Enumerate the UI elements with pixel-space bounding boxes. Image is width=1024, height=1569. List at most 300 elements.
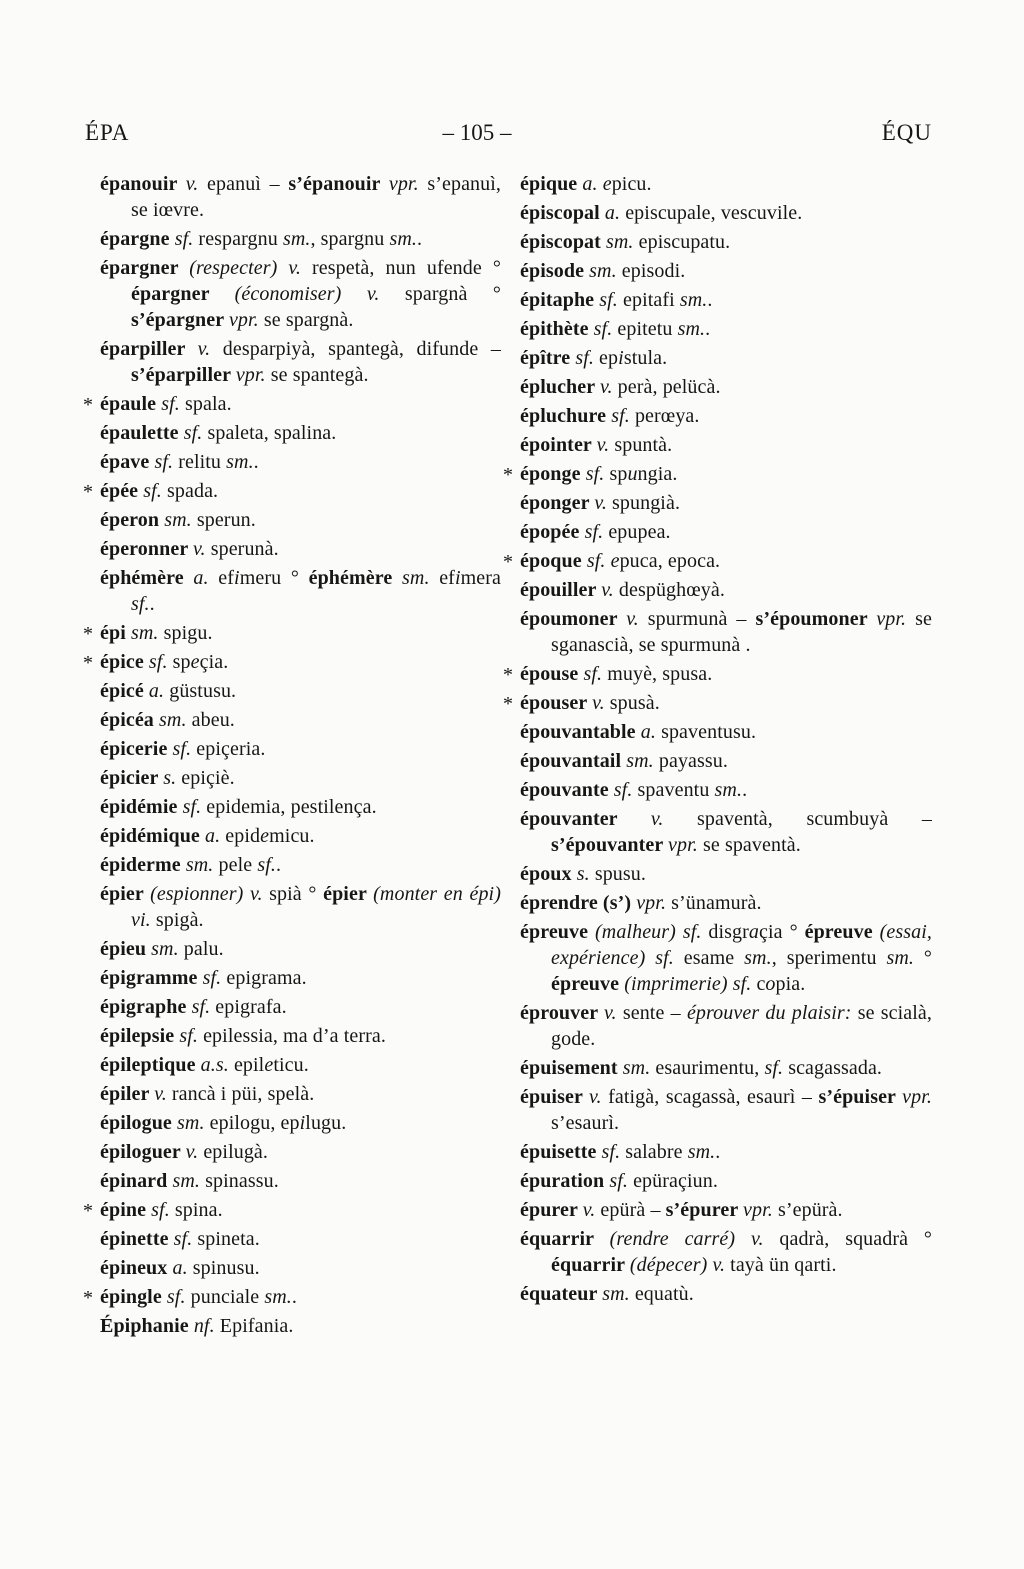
- headword: éphémère: [100, 567, 194, 589]
- italic-label: a.: [148, 680, 165, 702]
- translation-text: spaventu: [632, 779, 715, 801]
- headword: épisode: [520, 260, 590, 282]
- headword: épopée: [520, 521, 585, 543]
- italic-label: sf.: [174, 228, 194, 250]
- translation-text: .: [291, 1286, 297, 1308]
- translation-text: .: [715, 1141, 721, 1163]
- italic-label: e: [264, 1054, 274, 1076]
- italic-label: sm.: [679, 289, 708, 311]
- italic-label: (malheur) sf.: [595, 921, 702, 943]
- italic-label: vpr.: [388, 173, 419, 195]
- italic-label: sm.: [159, 709, 187, 731]
- translation-text: episodi.: [616, 260, 686, 282]
- headword: épaule: [100, 393, 162, 415]
- dictionary-entry: [100, 994, 501, 1020]
- translation-text: epupea.: [603, 521, 671, 543]
- dictionary-entry: [83, 620, 501, 646]
- translation-text: , sperimentu: [771, 947, 887, 969]
- italic-label: v.: [604, 1002, 617, 1024]
- translation-text: ef: [208, 567, 235, 589]
- translation-text: scagassada.: [783, 1057, 883, 1079]
- italic-label: (dépecer) v.: [629, 1254, 726, 1276]
- headword: épigramme: [100, 967, 203, 989]
- italic-label: vpr.: [668, 834, 698, 856]
- headword: éponger: [520, 492, 595, 514]
- headword: équateur: [520, 1283, 603, 1305]
- italic-label: sm.: [226, 451, 254, 473]
- dictionary-entry: [520, 606, 932, 658]
- translation-text: güstusu.: [164, 680, 237, 702]
- italic-label: sf.: [585, 463, 605, 485]
- italic-label: sf.: [593, 318, 613, 340]
- translation-text: muyè, spusa.: [602, 663, 713, 685]
- translation-text: stula.: [623, 347, 668, 369]
- translation-text: disgr: [701, 921, 749, 943]
- headword: éprouver: [520, 1002, 605, 1024]
- headword: épique: [520, 173, 583, 195]
- italic-label: v.: [599, 376, 613, 398]
- dictionary-entry: [520, 748, 932, 774]
- italic-label: sf.: [575, 347, 594, 369]
- dictionary-entry: [100, 1052, 501, 1078]
- italic-label: v.: [193, 538, 206, 560]
- headword: épineux: [100, 1257, 173, 1279]
- headword: épieu: [100, 938, 152, 960]
- headword: équarrir: [551, 1254, 630, 1276]
- headword: épier: [100, 883, 151, 905]
- headword: épouvantail: [520, 750, 627, 772]
- italic-label: (économiser) v.: [234, 283, 380, 305]
- headword: époumoner: [520, 608, 627, 630]
- translation-text: micu.: [269, 825, 315, 847]
- italic-label: a.: [205, 825, 221, 847]
- italic-label: e: [260, 825, 270, 847]
- italic-label: s.: [163, 767, 177, 789]
- page-number: – 105 –: [442, 120, 512, 145]
- translation-text: çia.: [199, 651, 229, 673]
- italic-label: i: [454, 567, 461, 589]
- headword: épaulette: [100, 422, 184, 444]
- star-marker: *: [83, 623, 94, 645]
- translation-text: epitafi: [617, 289, 680, 311]
- italic-label: v.: [185, 1141, 199, 1163]
- headword: épreuve: [551, 973, 625, 995]
- dictionary-entry: [100, 1139, 501, 1165]
- italic-label: vpr.: [902, 1086, 932, 1108]
- dictionary-entry: [100, 881, 501, 933]
- translation-text: spinassu.: [200, 1170, 279, 1192]
- translation-text: epilogu, ep: [204, 1112, 300, 1134]
- translation-text: .: [275, 854, 282, 876]
- translation-text: se sganascià, se spurmunà .: [551, 608, 932, 656]
- italic-label: a: [748, 921, 760, 943]
- italic-label: v.: [601, 579, 614, 601]
- translation-text: Epifania.: [214, 1315, 294, 1337]
- translation-text: meru °: [239, 567, 309, 589]
- translation-text: epigrama.: [221, 967, 307, 989]
- dictionary-entry: [83, 649, 501, 675]
- headword: épouse: [520, 663, 584, 685]
- headword: épuration: [520, 1170, 610, 1192]
- italic-label: sf.: [151, 1199, 170, 1221]
- headword: épier: [323, 883, 374, 905]
- translation-text: epigrafa.: [210, 996, 287, 1018]
- translation-text: spaventà, scumbuyà –: [663, 808, 932, 830]
- translation-text: sente –: [616, 1002, 687, 1024]
- star-marker: *: [83, 1287, 94, 1309]
- translation-text: epiçiè.: [176, 767, 235, 789]
- dictionary-entry: [520, 1055, 932, 1081]
- translation-text: sperunà.: [205, 538, 279, 560]
- headword: s’épouvanter: [551, 834, 669, 856]
- translation-text: .: [253, 451, 259, 473]
- translation-text: respargnu: [193, 228, 283, 250]
- headword: épi: [100, 622, 131, 644]
- translation-text: s’epürà.: [772, 1199, 843, 1221]
- translation-text: s’epanuì, se iœvre.: [131, 173, 502, 221]
- italic-label: sf.: [584, 521, 604, 543]
- italic-label: i: [234, 567, 240, 589]
- translation-text: s’esaurì.: [551, 1112, 620, 1134]
- italic-label: sf.: [131, 593, 150, 615]
- headword: épiscopat: [520, 231, 606, 253]
- translation-text: punciale: [185, 1286, 265, 1308]
- headword: épuiser: [520, 1086, 590, 1108]
- italic-label: sf.: [257, 854, 276, 876]
- italic-label: sf.: [179, 1025, 198, 1047]
- italic-label: u: [627, 463, 638, 485]
- translation-text: ngia.: [637, 463, 678, 485]
- dictionary-entry: [100, 1168, 501, 1194]
- headword: épître: [520, 347, 576, 369]
- star-marker: *: [503, 693, 514, 715]
- dictionary-entry: [100, 449, 501, 475]
- translation-text: episcupatu.: [633, 231, 731, 253]
- italic-label: v.: [596, 434, 610, 456]
- headword: épargner: [100, 257, 190, 279]
- translation-text: spià °: [262, 883, 324, 905]
- headword: s’épuiser: [818, 1086, 903, 1108]
- italic-label: sm.: [714, 779, 743, 801]
- italic-label: sf.: [172, 738, 192, 760]
- dictionary-entry: [520, 345, 932, 371]
- headword: épitaphe: [520, 289, 600, 311]
- translation-text: spusu.: [589, 863, 646, 885]
- dictionary-entry: [520, 287, 932, 313]
- dictionary-entry: [520, 200, 932, 226]
- headword: épice: [100, 651, 149, 673]
- italic-label: vpr.: [235, 364, 266, 386]
- dictionary-entry: [100, 736, 501, 762]
- dictionary-entry: [100, 171, 501, 223]
- italic-label: v.: [582, 1199, 596, 1221]
- dictionary-entry: [100, 707, 501, 733]
- headword: épinard: [100, 1170, 173, 1192]
- dictionary-entry: [100, 1110, 501, 1136]
- translation-text: esame: [673, 947, 745, 969]
- translation-text: , spargnu: [310, 228, 390, 250]
- dictionary-entry: [503, 461, 932, 487]
- headword: s’épanouir: [288, 173, 389, 195]
- italic-label: sm.: [622, 1057, 651, 1079]
- translation-text: perà, pelücà.: [612, 376, 721, 398]
- dictionary-entry: [100, 255, 501, 333]
- headword: épluchure: [520, 405, 612, 427]
- star-marker: *: [83, 481, 94, 503]
- guideword-left: ÉPA: [85, 120, 130, 145]
- page-header: [0, 120, 1024, 150]
- italic-label: sf.: [143, 480, 162, 502]
- headword: épicerie: [100, 738, 173, 760]
- translation-text: se spantegà.: [265, 364, 369, 386]
- translation-text: spada.: [161, 480, 219, 502]
- headword: éprendre (s’): [520, 892, 637, 914]
- translation-text: respetà, nun ufende °: [300, 257, 501, 279]
- dictionary-entry: [83, 1197, 501, 1223]
- italic-label: sf.: [166, 1286, 186, 1308]
- translation-text: salabre: [620, 1141, 688, 1163]
- headword: épingle: [100, 1286, 167, 1308]
- translation-text: lugu.: [305, 1112, 347, 1134]
- dictionary-entry: [100, 794, 501, 820]
- translation-text: .: [416, 228, 423, 250]
- headword: épicé: [100, 680, 149, 702]
- headword: épicéa: [100, 709, 160, 731]
- italic-label: sf.: [154, 451, 174, 473]
- headword: épreuve: [520, 921, 596, 943]
- italic-label: v.: [154, 1083, 167, 1105]
- translation-text: pele: [213, 854, 258, 876]
- dictionary-entry: [520, 890, 932, 916]
- dictionary-entry: [520, 806, 932, 858]
- dictionary-entry: [100, 507, 501, 533]
- italic-label: vpr.: [876, 608, 907, 630]
- translation-text: .: [742, 779, 748, 801]
- italic-label: sf.: [173, 1228, 193, 1250]
- headword: éperonner: [100, 538, 194, 560]
- translation-text: spungià.: [606, 492, 681, 514]
- headword: épargne: [100, 228, 175, 250]
- italic-label: v.: [650, 808, 664, 830]
- translation-text: spaventusu.: [655, 721, 757, 743]
- headword: épouser: [520, 692, 593, 714]
- dictionary-entry: [503, 661, 932, 687]
- translation-text: episcupale, vescuvile.: [620, 202, 803, 224]
- translation-text: pia.: [775, 973, 806, 995]
- translation-text: rancà i püi, spelà.: [166, 1083, 315, 1105]
- translation-text: esaurimentu,: [650, 1057, 765, 1079]
- dictionary-entry: [520, 919, 932, 997]
- translation-text: c: [751, 973, 766, 995]
- italic-label: sf.: [191, 996, 211, 1018]
- italic-label: s.: [576, 863, 590, 885]
- star-marker: *: [83, 1200, 94, 1222]
- italic-label: sf.: [613, 779, 633, 801]
- italic-label: sm.: [172, 1170, 201, 1192]
- dictionary-entry: [520, 171, 932, 197]
- dictionary-entry: [520, 1168, 932, 1194]
- column-left: [83, 171, 502, 1339]
- italic-label: sf.: [611, 405, 630, 427]
- translation-text: relitu: [173, 451, 227, 473]
- dictionary-entry: [520, 577, 932, 603]
- translation-text: epitetu: [612, 318, 678, 340]
- italic-label: v.: [592, 692, 605, 714]
- italic-label: v.: [197, 338, 211, 360]
- italic-label: sm.: [389, 228, 417, 250]
- italic-label: sf.: [583, 663, 603, 685]
- dictionary-entry: [100, 1023, 501, 1049]
- italic-label: sf.: [599, 289, 618, 311]
- translation-text: se spargnà.: [258, 309, 354, 331]
- dictionary-entry: [83, 391, 501, 417]
- italic-label: sf.: [586, 550, 606, 572]
- italic-label: sm.: [164, 509, 192, 531]
- italic-label: a.: [582, 173, 598, 195]
- translation-text: spurmunà –: [638, 608, 756, 630]
- translation-text: se spaventà.: [697, 834, 801, 856]
- star-marker: *: [83, 394, 94, 416]
- dictionary-entry: [520, 316, 932, 342]
- translation-text: epid: [220, 825, 261, 847]
- italic-label: sf.: [601, 1141, 621, 1163]
- translation-text: fatigà, scagassà, esaurì –: [601, 1086, 819, 1108]
- translation-text: epiçeria.: [191, 738, 266, 760]
- headword: épouvante: [520, 779, 614, 801]
- translation-text: spargnà °: [379, 283, 501, 305]
- italic-label: sm.: [151, 938, 179, 960]
- headword: s’épurer: [665, 1199, 744, 1221]
- headword: épiscopal: [520, 202, 605, 224]
- star-marker: *: [503, 664, 514, 686]
- star-marker: *: [83, 652, 94, 674]
- dictionary-entry: [520, 719, 932, 745]
- dictionary-entry: [100, 678, 501, 704]
- italic-label: vpr.: [743, 1199, 773, 1221]
- italic-label: éprouver du plaisir:: [686, 1002, 852, 1024]
- headword: épiler: [100, 1083, 155, 1105]
- italic-label: sm.: [589, 260, 617, 282]
- italic-label: sf.: [182, 796, 202, 818]
- italic-label: a.: [604, 202, 621, 224]
- translation-text: equatù.: [629, 1283, 694, 1305]
- dictionary-entry: [100, 1313, 501, 1339]
- headword: éphémère: [308, 567, 403, 589]
- italic-label: (essai, expérience) sf.: [551, 921, 932, 969]
- translation-text: epilugà.: [198, 1141, 269, 1163]
- italic-label: v.: [589, 1086, 602, 1108]
- italic-label: a.: [640, 721, 656, 743]
- italic-label: sf.: [764, 1057, 784, 1079]
- italic-label: e: [190, 651, 200, 673]
- headword: épilogue: [100, 1112, 178, 1134]
- dictionary-entry: [520, 1000, 932, 1052]
- translation-text: ep: [593, 347, 619, 369]
- italic-label: a.: [193, 567, 209, 589]
- dictionary-entry: [520, 1281, 932, 1307]
- dictionary-entry: [520, 258, 932, 284]
- dictionary-entry: [100, 226, 501, 252]
- dictionary-entry: [503, 690, 932, 716]
- dictionary-entry: [100, 565, 501, 617]
- italic-label: sm.: [626, 750, 654, 772]
- italic-label: sf.: [202, 967, 222, 989]
- dictionary-entry: [100, 765, 501, 791]
- dictionary-entry: [100, 823, 501, 849]
- italic-label: i: [618, 347, 624, 369]
- translation-text: .: [705, 318, 711, 340]
- translation-text: palu.: [178, 938, 224, 960]
- italic-label: sm.: [185, 854, 214, 876]
- translation-text: sp: [167, 651, 191, 673]
- dictionary-entry: [100, 420, 501, 446]
- translation-text: epürà –: [595, 1199, 666, 1221]
- italic-label: e: [602, 173, 612, 195]
- headword: épointer: [520, 434, 597, 456]
- italic-label: v.: [594, 492, 607, 514]
- dictionary-entry: [100, 852, 501, 878]
- italic-label: v.: [626, 608, 639, 630]
- translation-text: sperun.: [191, 509, 256, 531]
- italic-label: sm.: [886, 947, 914, 969]
- headword: épreuve: [804, 921, 880, 943]
- dictionary-entry: [100, 936, 501, 962]
- italic-label: (monter en épi) vi.: [131, 883, 501, 931]
- italic-label: v.: [185, 173, 199, 195]
- italic-label: (imprimerie) sf.: [624, 973, 752, 995]
- translation-text: despüghœyà.: [613, 579, 725, 601]
- column-right: [503, 171, 933, 1307]
- italic-label: sm.: [602, 1283, 630, 1305]
- dictionary-entry: [520, 490, 932, 516]
- headword: épouvanter: [520, 808, 651, 830]
- headword: s’époumoner: [755, 608, 877, 630]
- italic-label: sf.: [148, 651, 168, 673]
- translation-text: spala.: [179, 393, 232, 415]
- headword: épouiller: [520, 579, 602, 601]
- dictionary-entry: [520, 403, 932, 429]
- italic-label: sm.: [687, 1141, 716, 1163]
- italic-label: (espionner) v.: [150, 883, 263, 905]
- headword: éperon: [100, 509, 165, 531]
- italic-label: o: [765, 973, 776, 995]
- translation-text: s’ünamurà.: [666, 892, 762, 914]
- headword: épurer: [520, 1199, 583, 1221]
- headword: épithète: [520, 318, 594, 340]
- headword: épuisette: [520, 1141, 602, 1163]
- headword: époque: [520, 550, 587, 572]
- translation-text: epanuì –: [198, 173, 289, 195]
- headword: éponge: [520, 463, 586, 485]
- headword: épiderme: [100, 854, 186, 876]
- italic-label: i: [299, 1112, 306, 1134]
- translation-text: puca, epoca.: [619, 550, 721, 572]
- italic-label: sf.: [183, 422, 203, 444]
- headword: épigraphe: [100, 996, 192, 1018]
- italic-label: sm.: [677, 318, 706, 340]
- italic-label: nf.: [193, 1315, 215, 1337]
- headword: épuisement: [520, 1057, 623, 1079]
- translation-text: perœya.: [629, 405, 700, 427]
- headword: s’éparpiller: [131, 364, 236, 386]
- translation-text: spusà.: [604, 692, 660, 714]
- italic-label: e: [610, 550, 620, 572]
- translation-text: °: [914, 947, 932, 969]
- dictionary-entry: [503, 548, 932, 574]
- translation-text: picu.: [611, 173, 652, 195]
- translation-text: çia °: [759, 921, 805, 943]
- translation-text: spinusu.: [187, 1257, 260, 1279]
